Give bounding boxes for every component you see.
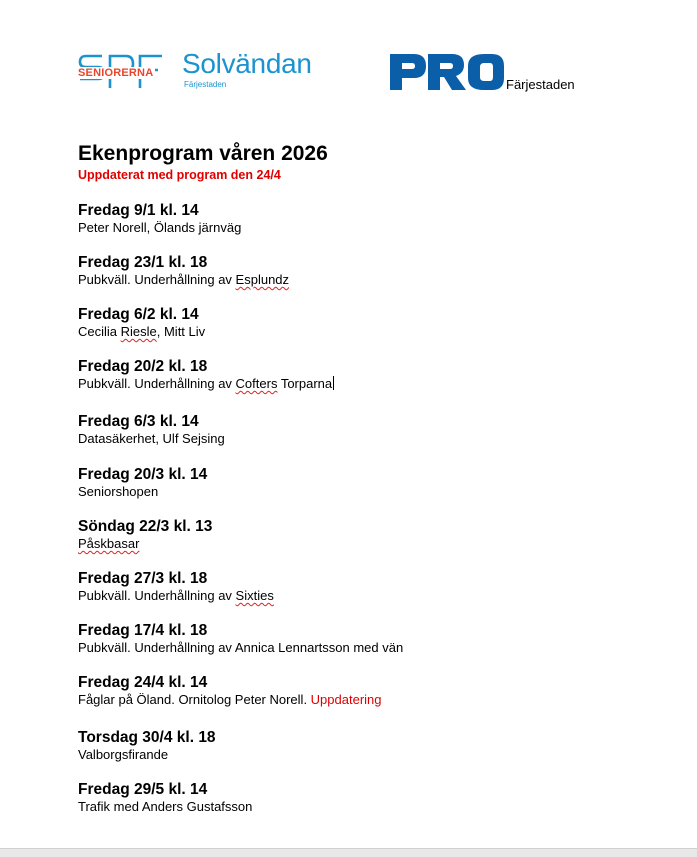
event-description xyxy=(78,692,382,708)
event-date: Fredag 24/4 kl. 14 xyxy=(78,674,208,691)
event-date: Fredag 29/5 kl. 14 xyxy=(78,781,208,798)
solvandan-name: Solvändan xyxy=(182,48,312,79)
event-date: Fredag 6/2 kl. 14 xyxy=(78,306,199,323)
event-item xyxy=(78,465,207,500)
event-description-text: Peter Norell, Ölands järnväg xyxy=(78,220,242,235)
event-date: Fredag 17/4 kl. 18 xyxy=(78,622,208,639)
event-date: Fredag 23/1 kl. 18 xyxy=(78,254,208,271)
event-description-text: Datasäkerhet, Ulf Sejsing xyxy=(78,431,225,446)
text-cursor xyxy=(333,376,334,390)
event-description xyxy=(78,747,216,763)
solvandan-subtitle: Färjestaden xyxy=(184,80,227,89)
event-description-text: Påskbasar xyxy=(78,536,140,551)
event-item xyxy=(78,253,289,288)
event-description-text: Fåglar på Öland. Ornitolog Peter Norell. xyxy=(78,692,311,707)
event-description-text: Pubkväll. Underhållning av xyxy=(78,376,236,391)
event-description-text: Valborgsfirande xyxy=(78,747,169,762)
event-description xyxy=(78,799,252,815)
event-item xyxy=(78,780,252,815)
event-description-text: Pubkväll. Underhållning av xyxy=(78,588,236,603)
event-description-text: Trafik med Anders Gustafsson xyxy=(78,799,253,814)
pro-subtitle: Färjestaden xyxy=(506,77,575,92)
event-date: Fredag 9/1 kl. 14 xyxy=(78,202,199,219)
event-item xyxy=(78,517,212,552)
event-description xyxy=(78,640,403,656)
event-description xyxy=(78,324,205,340)
event-item xyxy=(78,201,241,236)
event-description xyxy=(78,536,212,552)
event-date: Torsdag 30/4 kl. 18 xyxy=(78,729,216,746)
event-description-text: Esplundz xyxy=(235,272,290,287)
event-item xyxy=(78,305,205,340)
event-item xyxy=(78,673,382,708)
event-date: Fredag 27/3 kl. 18 xyxy=(78,570,208,587)
spf-logo xyxy=(78,50,168,90)
event-description xyxy=(78,220,241,236)
document-subtitle: Uppdaterat med program den 24/4 xyxy=(78,168,281,182)
event-description-text: Torparna xyxy=(277,376,333,391)
update-label: Uppdatering xyxy=(310,692,382,707)
event-item xyxy=(78,412,225,447)
event-description xyxy=(78,272,289,288)
event-description xyxy=(78,376,334,392)
event-description-text: Cecilia xyxy=(78,324,121,339)
event-date: Fredag 20/3 kl. 14 xyxy=(78,466,208,483)
event-description-text: Pubkväll. Underhållning av Annica Lennartsson med vän xyxy=(78,640,404,655)
event-description-text: Pubkväll. Underhållning av xyxy=(78,272,236,287)
event-description-text: Riesle xyxy=(120,324,157,339)
event-description-text: Cofters xyxy=(235,376,278,391)
event-description xyxy=(78,431,225,447)
event-date: Söndag 22/3 kl. 13 xyxy=(78,518,213,535)
event-item xyxy=(78,621,403,656)
event-date: Fredag 6/3 kl. 14 xyxy=(78,413,199,430)
document-title: Ekenprogram våren 2026 xyxy=(78,142,328,165)
event-item xyxy=(78,728,216,763)
event-item xyxy=(78,357,334,392)
event-description xyxy=(78,484,207,500)
event-description-text: Seniorshopen xyxy=(78,484,159,499)
spf-subtitle: SENIORERNA xyxy=(78,67,154,79)
event-description-text: Sixties xyxy=(235,588,274,603)
event-item xyxy=(78,569,274,604)
event-description-text: , Mitt Liv xyxy=(156,324,206,339)
pro-logo xyxy=(388,52,506,92)
event-description xyxy=(78,588,274,604)
event-date: Fredag 20/2 kl. 18 xyxy=(78,358,208,375)
